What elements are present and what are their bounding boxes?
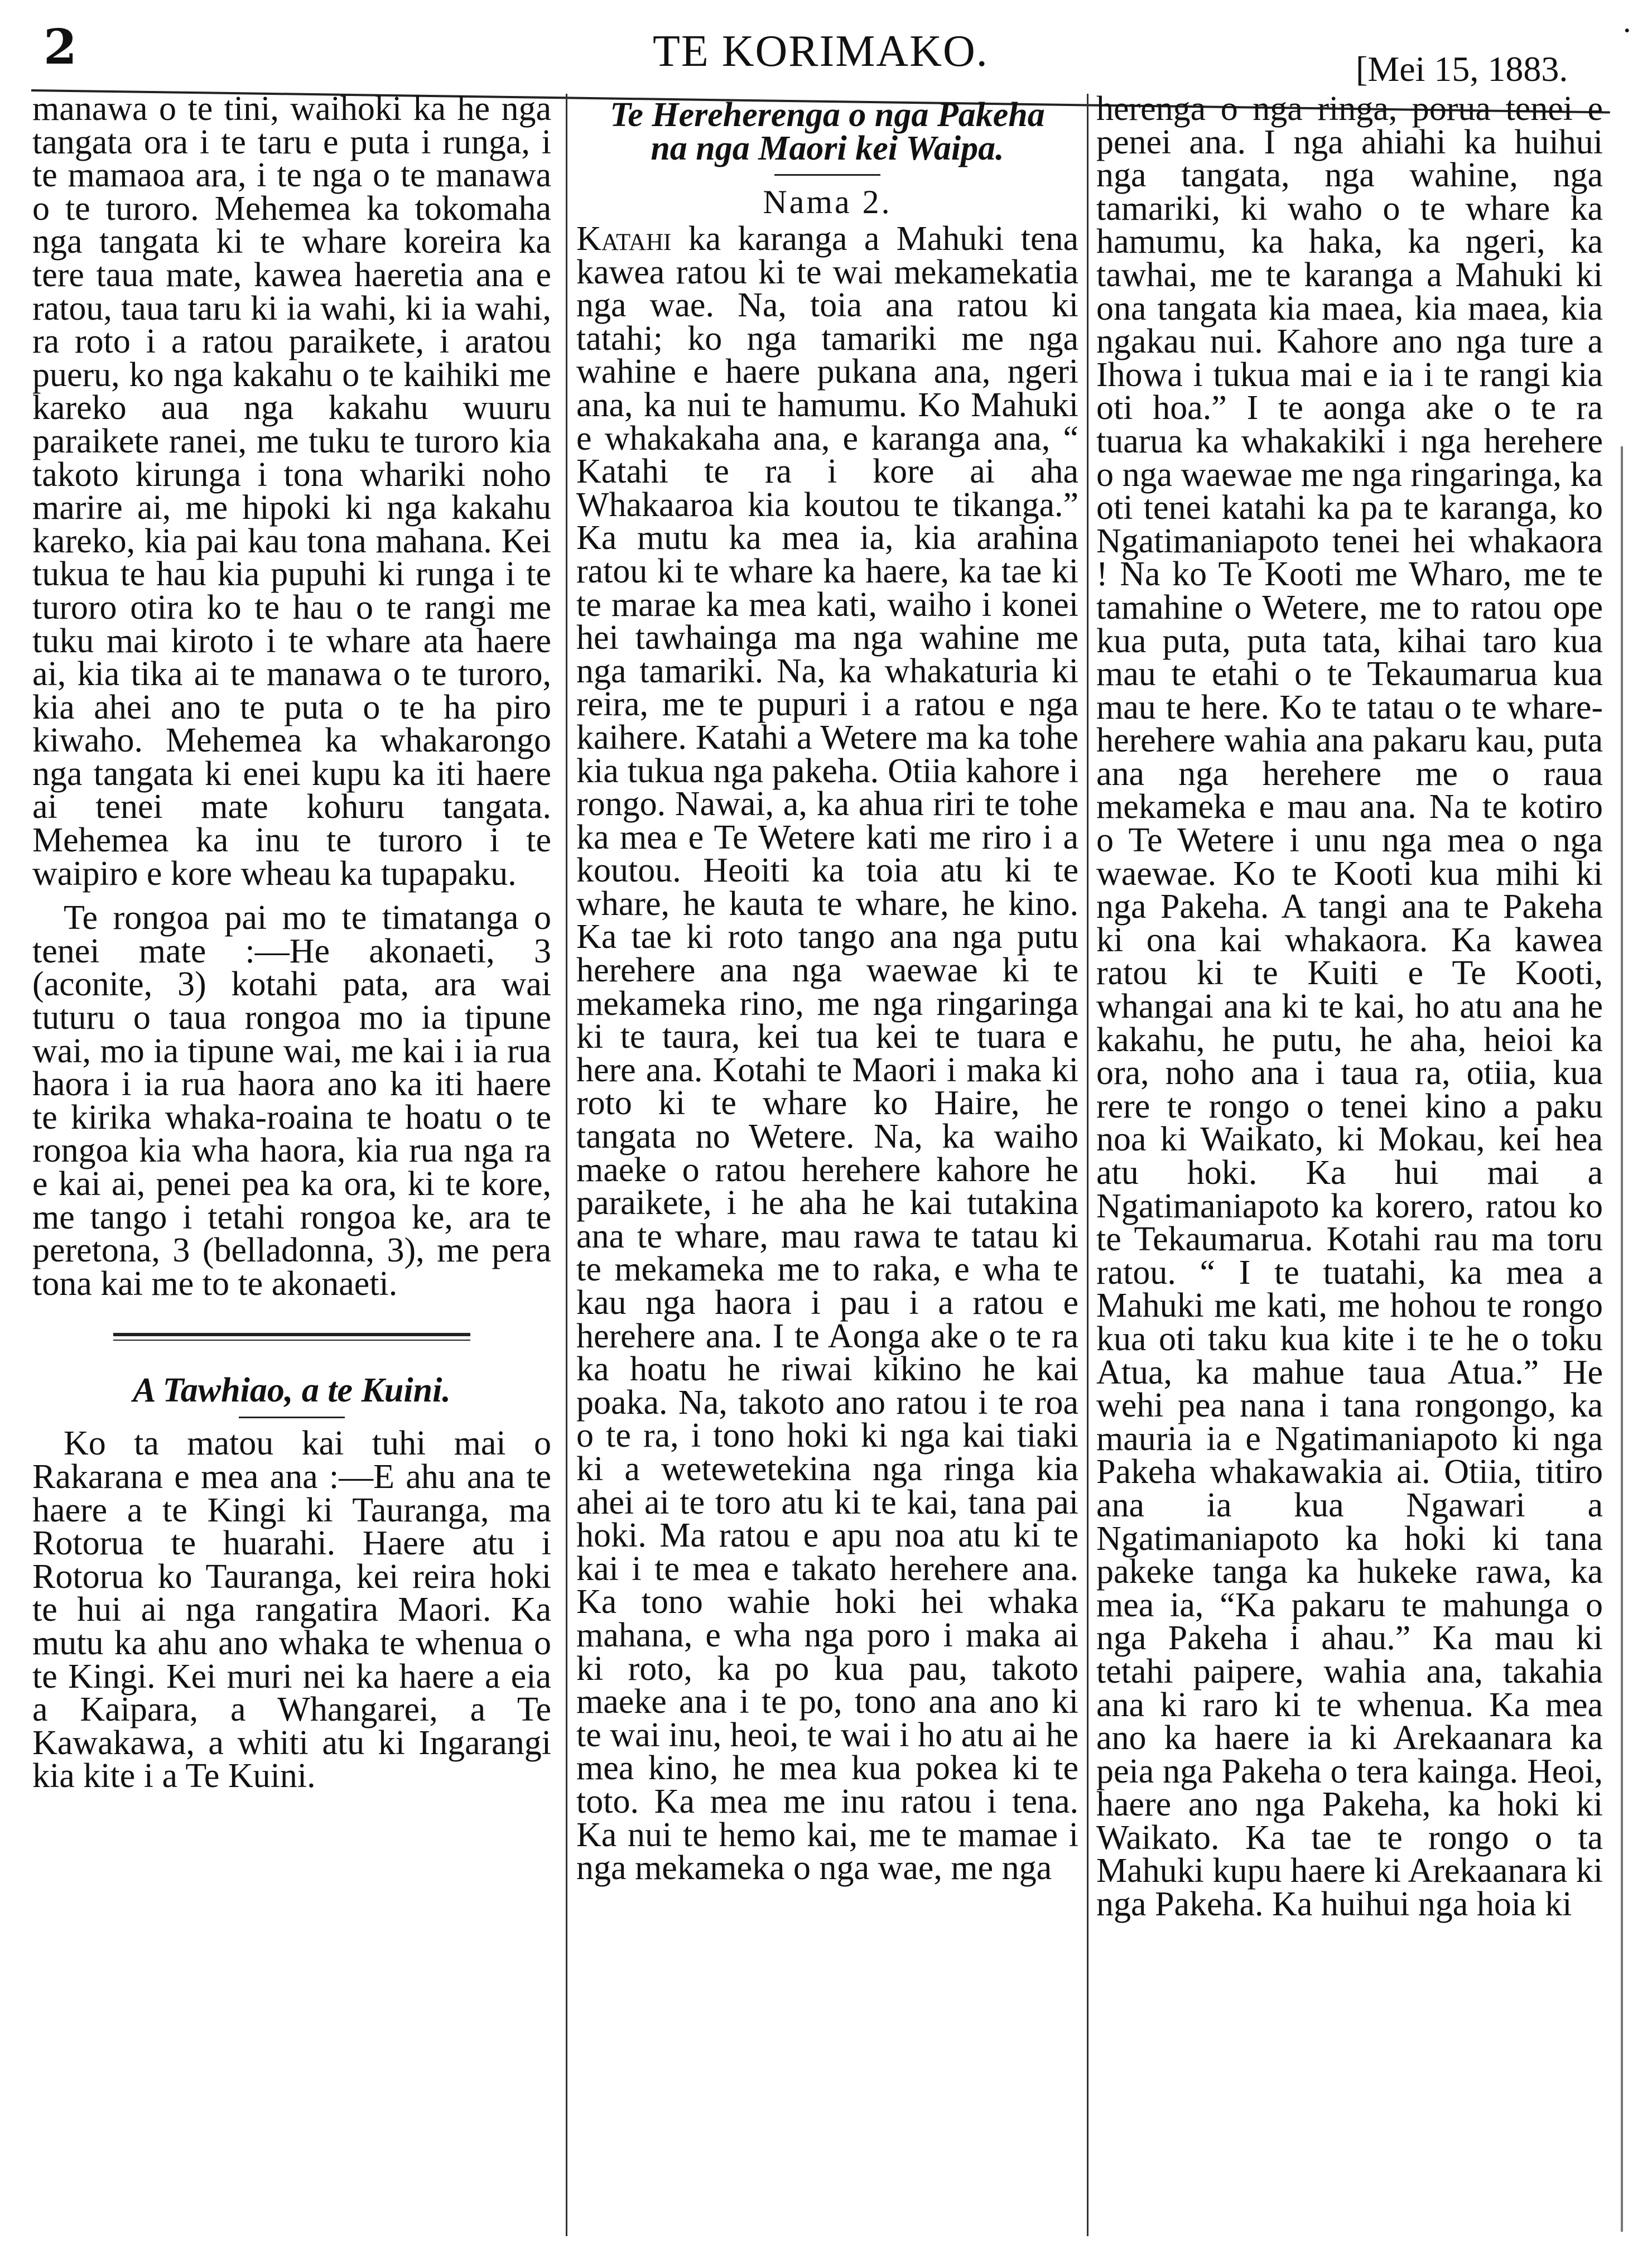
article-paragraph [576,220,1078,1887]
remedy-paragraph: Te rongoa pai mo te timatanga o tenei mate :—He akonaeti, 3 (aconite, 3) kotahi pata, ara wai tuturu o taua rongoa mo ia tipune wai, mo ia tipune wai, me kai i ia rua haora i ia rua haora ano ka iti haere te kirika whaka-roaina te hoatu o te rongoa kia wha haora, kia rua nga ra e kai ai, penei pea ka ora, ki te kore, me tango i tetahi rongoa ke, ara te peretona, 3 (belladonna, 3), me pera tona kai me to te akonaeti. [32,899,551,1303]
column-divider-left [566,94,567,2236]
article-body: ka karanga a Mahuki tena kawea ratou ki te wai mekamekatia nga wae. Na, toia ana ratou ki tatahi; ko nga tamariki me nga wahine e haere pukana ana, ngeri ana, ka nui te hamumu. Ko Mahuki e whakakaha ana, e karanga ana, “ Katahi te ra i kore ai aha Whakaaroa kia koutou te tikanga.” Ka mutu ka mea ia, kia arahina ratou ki te whare ka haere, ka tae ki te marae ka mea kati, waiho i konei hei tawhainga ma nga wahine me nga tamariki. Na, ka whakaturia ki reira, me te pupuri i a ratou e nga kaihere. Katahi a Wetere ma ka tohe kia tukua nga pakeha. Otiia kahore i rongo. Nawai, a, ka ahua riri te tohe ka mea e Te Wetere kati me riro i a koutou. Heoiti ka toia atu ki te whare, he kauta te whare, he kino. Ka tae ki roto tango ana nga putu herehere ana nga waewae ki te mekameka rino, me nga ringaringa ki te taura, kei tua kei te tuara e here ana. Kotahi te Maori i maka ki roto ki te whare ko Haire, he tangata no Wetere. Na, ka waiho maeke o ratou herehere kahore he paraikete, i he aha he kai tutakina ana te whare, mau rawa te tatau ki te mekameka me to raka, e wha te kau nga haora i pau i a ratou e herehere ana. I te Aonga ake o te ra ka hoatu he riwai kikino he kai poaka. Na, takoto ano ratou i te roa o te ra, i tono hoki ki nga kai tiaki ki a wetewetekina nga ringa kia ahei ai te toro atu ki te kai, tana pai hoki. Ma ratou e apu noa atu ki te kai i te mea e takato herehere ana. Ka tono wahie hoki hei whaka mahana, e wha nga poro i maka ai ki roto, ka po kua pau, takoto maeke ana i te po, tono ana ano ki te wai inu, heoi, te wai i ho atu ai he mea kino, he mea kua pokea ki te toto. Ka mea me inu ratou i tena. Ka nui te hemo kai, me te mamae i nga mekameka o nga wae, me nga [576,220,1078,1887]
page-edge-shadow [1621,446,1623,2232]
page-number: 2 [44,19,77,75]
article-paragraph: Ko ta matou kai tuhi mai o Rakarana e mea ana :—E ahu ana te haere a te Kingi ki Tauranga, ma Rotorua te huarahi. Haere atu i Rotorua ko Tauranga, kei reira hoki te hui ai nga rangatira Maori. Ka mutu ka ahu ano whaka te whenua o te Kingi. Kei muri nei ka haere a eia a Kaipara, a Whangarei, a Te Kawakawa, a whiti atu ki Ingarangi kia kite i a Te Kuini. [32,1424,551,1795]
section-divider [113,1333,470,1341]
part-number-heading: Nama 2. [763,184,892,220]
column-1 [32,93,551,2235]
section-title-line: Te Hereherenga o nga Pakeha [610,96,1045,134]
column-divider-right [1087,94,1089,2236]
column-3 [1096,93,1603,2235]
title-underline [774,174,880,176]
section-title-line: na nga Maori kei Waipa. [651,129,1004,167]
title-underline [239,1417,345,1418]
issue-date: [Mei 15, 1883. [1356,49,1568,89]
column-2 [576,93,1078,2235]
section-title-hereherenga [576,98,1078,165]
masthead [0,0,1652,89]
article-paragraph: manawa o te tini, waihoki ka he nga tangata ora i te taru e puta i runga, i te mamaoa ara, i te nga o te manawa o te turoro. Mehemea ka tokomaha nga tangata ki te whare koreira ka tere taua mate, kawea haeretia ana e ratou, taua taru ki ia wahi, ki ia wahi, ra roto i a ratou paraikete, i aratou pueru, ko nga kakahu o te kaihiki me kareko aua nga kakahu wuuru paraikete ranei, me tuku te turoro kia takoto kirunga i tona whariki noho marire ai, me hipoki ki nga kakahu kareko, kia pai kau tona mahana. Kei tukua te hau kia pupuhi ki runga i te turoro otira ko te hau o te rangi me tuku mai kiroto i te whare ata haere ai, kia tika ai te manawa o te turoro, kia ahei ano te puta o te ha piro kiwaho. Mehemea ka whakarongo nga tangata ki enei kupu ka iti haere ai tenei mate kohuru tangata. Mehemea ka inu te turoro i te waipiro e kore wheau ka tupapaku. [32,93,551,893]
newspaper-title: TE KORIMAKO. [653,27,989,76]
section-title-tawhiao: A Tawhiao, a te Kuini. [133,1371,451,1410]
corner-mark: · [1622,15,1632,48]
lead-word: Katahi [576,220,672,258]
article-paragraph: herenga o nga ringa, porua tenei e penei ana. I nga ahiahi ka huihui nga tangata, nga wahine, nga tamariki, ki waho o te whare ka hamumu, ka haka, ka ngeri, ka tawhai, me te karanga a Mahuki ki ona tangata kia maea, kia maea, kia ngakau nui. Kahore ano nga ture a Ihowa i tukua mai e ia i te rangi kia oti hoa.” I te aonga ake o te ra tuarua ka whakakiki i nga herehere o nga waewae me nga ringaringa, ka oti tenei katahi ka pa te karanga, ko Ngatimaniapoto tenei hei whakaora ! Na ko Te Kooti me Wharo, me te tamahine o Wetere, me to ratou ope kua puta, puta tata, kihai taro kua mau te etahi o te Tekaumarua kua mau te here. Ko te tatau o te whare-herehere wahia ana pakaru kau, puta ana nga herehere me o raua mekameka e mau ana. Na te kotiro o Te Wetere i unu nga mea o nga waewae. Ko te Kooti kua mihi ki nga Pakeha. A tangi ana te Pakeha ki ona kai whakaora. Ka kawea ratou ki te Kuiti e Te Kooti, whangai ana ki te kai, ho atu ana he kakahu, he putu, he aha, heioi ka ora, noho ana i taua ra, otiia, kua rere te rongo o tenei kino a paku noa ki Waikato, ki Mokau, kei hea atu hoki. Ka hui mai a Ngatimaniapoto ka korero, ratou ko te Tekaumarua. Kotahi rau ma toru ratou. “ I te tuatahi, ka mea a Mahuki me kati, me hohou te rongo kua oti taku kua kite i te he o toku Atua, ka mahue taua Atua.” He wehi pea nana i tana rongongo, ka mauria ia e Ngatimaniapoto ki nga Pakeha whakawakia ai. Otiia, titiro ana ia kua Ngawari a Ngatimaniapoto ka hoki ki tana pakeke tanga ka hukeke rawa, ka mea ia, “Ka pakaru te mahunga o nga Pakeha i ahau.” Ka mau ki tetahi paipere, wahia ana, takahia ana ki raro ki te whenua. Ka mea ano ka haere ia ki Arekaanara ka peia nga Pakeha o tera kainga. Heoi, haere ano nga Pakeha, ka hoki ki Waikato. Ka tae te rongo o ta Mahuki kupu haere ki Arekaanara ki nga Pakeha. Ka huihui nga hoia ki [1096,93,1603,1924]
